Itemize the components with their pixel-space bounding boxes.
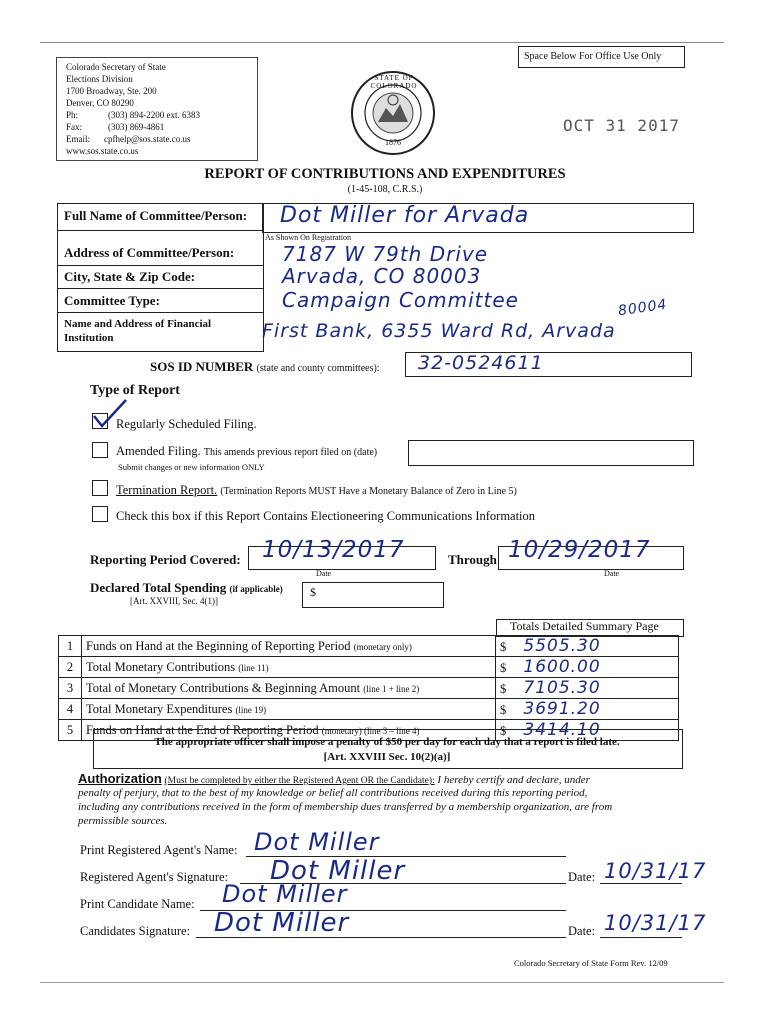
full-name-value: Dot Miller for Arvada: [280, 203, 530, 228]
received-date-stamp: OCT 31 2017: [563, 116, 680, 135]
fax-value: (303) 869-4861: [108, 122, 165, 132]
financial-zip: 80004: [617, 296, 669, 320]
agent-signature-label: Registered Agent's Signature:: [80, 870, 229, 884]
page-subtitle: (1-45-108, C.R.S.): [347, 184, 423, 195]
penalty-line2: [Art. XXVIII Sec. 10(2)(a)]: [323, 751, 451, 763]
totals-table: [58, 635, 679, 741]
amended-label-text: Amended Filing.: [116, 444, 201, 458]
address-line2: Elections Division: [66, 74, 133, 84]
divider: [57, 230, 263, 231]
row-number: 1: [59, 636, 82, 657]
table-row: [59, 678, 679, 699]
spending-applicable: (if applicable): [229, 584, 283, 594]
row-text: Total Monetary Contributions: [86, 659, 236, 674]
row-note: (monetary) (line 3 – line 4): [321, 725, 420, 736]
row-currency: $: [500, 703, 507, 717]
candidate-signature-value[interactable]: Dot Miller: [214, 908, 350, 938]
divider: [57, 265, 263, 266]
page-title: REPORT OF CONTRIBUTIONS AND EXPENDITURES: [204, 166, 566, 182]
row-note: (line 11): [238, 662, 269, 673]
divider: [57, 312, 263, 313]
termination-label: [116, 483, 517, 498]
address-line3: 1700 Broadway, Ste. 200: [66, 86, 157, 96]
financial-value[interactable]: First Bank, 6355 Ward Rd, Arvada: [262, 320, 616, 342]
sos-id-label-text: SOS ID NUMBER: [150, 359, 254, 374]
table-row: [59, 657, 679, 678]
period-to-date-caption: Date: [604, 569, 620, 578]
seal-year: 1876: [385, 138, 401, 147]
row-note: (monetary only): [353, 641, 412, 652]
authorization-note: (Must be completed by either the Registered Agent OR the Candidate):: [164, 776, 435, 786]
row-currency: $: [500, 661, 507, 675]
electioneering-checkbox[interactable]: [92, 506, 108, 522]
period-from-date-caption: Date: [316, 569, 332, 578]
spending-label: [90, 580, 283, 596]
agent-signature-value[interactable]: Dot Miller: [270, 856, 406, 886]
authorization-text3: including any contributions received in the form of membership dues transferred by a membership organization, are from: [78, 801, 613, 813]
row-currency: $: [500, 682, 507, 696]
bottom-rule: [40, 982, 724, 983]
financial-label-2: Institution: [64, 332, 114, 344]
email-label: Email:: [66, 134, 90, 144]
row-label: [82, 678, 496, 699]
amended-sub-note: Submit changes or new information ONLY: [118, 462, 265, 472]
row-label: [82, 636, 496, 657]
row-value: 7105.30: [523, 678, 601, 698]
authorization-text4: permissible sources.: [78, 815, 168, 827]
fax-label: Fax:: [66, 122, 83, 132]
candidate-name-label: Print Candidate Name:: [80, 897, 195, 911]
penalty-box: [93, 729, 683, 769]
row-number: 5: [59, 720, 82, 741]
agent-date-line: [600, 883, 682, 884]
sos-id-value: 32-0524611: [418, 352, 544, 374]
report-type-heading: Type of Report: [90, 383, 180, 398]
footer-form-rev: Colorado Secretary of State Form Rev. 12/09: [514, 958, 668, 968]
row-amount[interactable]: [496, 657, 679, 678]
candidate-date-value[interactable]: 10/31/17: [604, 911, 707, 935]
address-label: Address of Committee/Person:: [64, 245, 235, 260]
row-amount[interactable]: [496, 699, 679, 720]
candidate-signature-label: Candidates Signature:: [80, 924, 191, 938]
sos-id-label: [150, 359, 380, 375]
agent-name-label: Print Registered Agent's Name:: [80, 843, 238, 857]
row-value: 3414.10: [523, 720, 601, 740]
period-from-value: 10/13/2017: [262, 537, 405, 563]
through-label: Through: [448, 552, 497, 567]
address-value[interactable]: 7187 W 79th Drive: [282, 242, 489, 266]
row-number: 2: [59, 657, 82, 678]
row-note: (line 19): [235, 704, 267, 715]
seal-text: STATE OF COLORADO: [370, 74, 418, 90]
address-line1: Colorado Secretary of State: [66, 62, 166, 72]
phone-value: (303) 894-2200 ext. 6383: [108, 110, 200, 120]
authorization-text1: I hereby certify and declare, under: [437, 774, 590, 786]
row-label: [82, 657, 496, 678]
row-amount[interactable]: [496, 678, 679, 699]
row-currency: $: [500, 724, 507, 738]
committee-type-label: Committee Type:: [64, 293, 160, 308]
termination-label-text: Termination Report.: [116, 483, 218, 497]
row-currency: $: [500, 640, 507, 654]
agent-name-value[interactable]: Dot Miller: [254, 828, 380, 856]
sos-id-note: (state and county committees):: [256, 363, 380, 374]
website: www.sos.state.co.us: [66, 146, 139, 156]
authorization-text2: penalty of perjury, that to the best of my knowledge or belief all contributions received during this reporting period,: [78, 787, 588, 799]
row-number: 4: [59, 699, 82, 720]
period-label: Reporting Period Covered:: [90, 552, 241, 567]
row-value: 1600.00: [523, 657, 601, 677]
candidate-name-value[interactable]: Dot Miller: [222, 880, 348, 908]
totals-header: Totals Detailed Summary Page: [510, 619, 659, 633]
candidate-date-line: [600, 937, 682, 938]
period-to-value: 10/29/2017: [508, 537, 651, 563]
row-value: 5505.30: [523, 636, 601, 656]
divider: [57, 288, 263, 289]
address-line4: Denver, CO 80290: [66, 98, 134, 108]
full-name-label: Full Name of Committee/Person:: [64, 208, 248, 223]
row-text: Total Monetary Expenditures: [86, 701, 233, 716]
row-text: Total of Monetary Contributions & Beginning Amount: [86, 680, 361, 695]
row-text: Funds on Hand at the End of Reporting Period: [86, 722, 319, 737]
row-number: 3: [59, 678, 82, 699]
termination-checkbox[interactable]: [92, 480, 108, 496]
row-amount[interactable]: [496, 636, 679, 657]
table-row: [59, 636, 679, 657]
termination-note: (Termination Reports MUST Have a Monetary Balance of Zero in Line 5): [220, 486, 517, 497]
as-shown-caption: As Shown On Registration: [265, 233, 351, 242]
city-label: City, State & Zip Code:: [64, 269, 196, 284]
agent-date-value[interactable]: 10/31/17: [604, 859, 707, 883]
authorization-line1: [78, 771, 590, 786]
amended-filing-checkbox[interactable]: [92, 442, 108, 458]
electioneering-label: Check this box if this Report Contains Electioneering Communications Information: [116, 509, 536, 523]
penalty-line1: The appropriate officer shall impose a penalty of $50 per day for each day that a report is filed late.: [154, 736, 620, 748]
spending-label-text: Declared Total Spending: [90, 580, 227, 595]
amended-filing-label: [116, 444, 377, 459]
city-value[interactable]: Arvada, CO 80003: [282, 264, 482, 288]
regular-filing-label: Regularly Scheduled Filing.: [116, 417, 257, 431]
amended-note: This amends previous report filed on (date): [203, 447, 378, 458]
spending-field[interactable]: [302, 582, 444, 608]
authorization-heading: Authorization: [78, 771, 162, 786]
financial-label-1: Name and Address of Financial: [64, 318, 212, 330]
row-note: (line 1 + line 2): [363, 683, 420, 694]
candidate-date-label: Date:: [568, 924, 596, 938]
spending-dollar: $: [310, 585, 316, 599]
spending-art: [Art. XXVIII, Sec. 4(1)]: [130, 596, 218, 606]
phone-label: Ph:: [66, 110, 79, 120]
amended-date-field[interactable]: [408, 440, 694, 466]
agent-date-label: Date:: [568, 870, 596, 884]
row-text: Funds on Hand at the Beginning of Reporting Period: [86, 638, 351, 653]
office-use-label: Space Below For Office Use Only: [524, 51, 662, 62]
row-label: [82, 699, 496, 720]
committee-type-value[interactable]: Campaign Committee: [282, 288, 519, 312]
table-row: [59, 699, 679, 720]
row-value: 3691.20: [523, 699, 601, 719]
email-value: cpfhelp@sos.state.co.us: [104, 134, 191, 144]
